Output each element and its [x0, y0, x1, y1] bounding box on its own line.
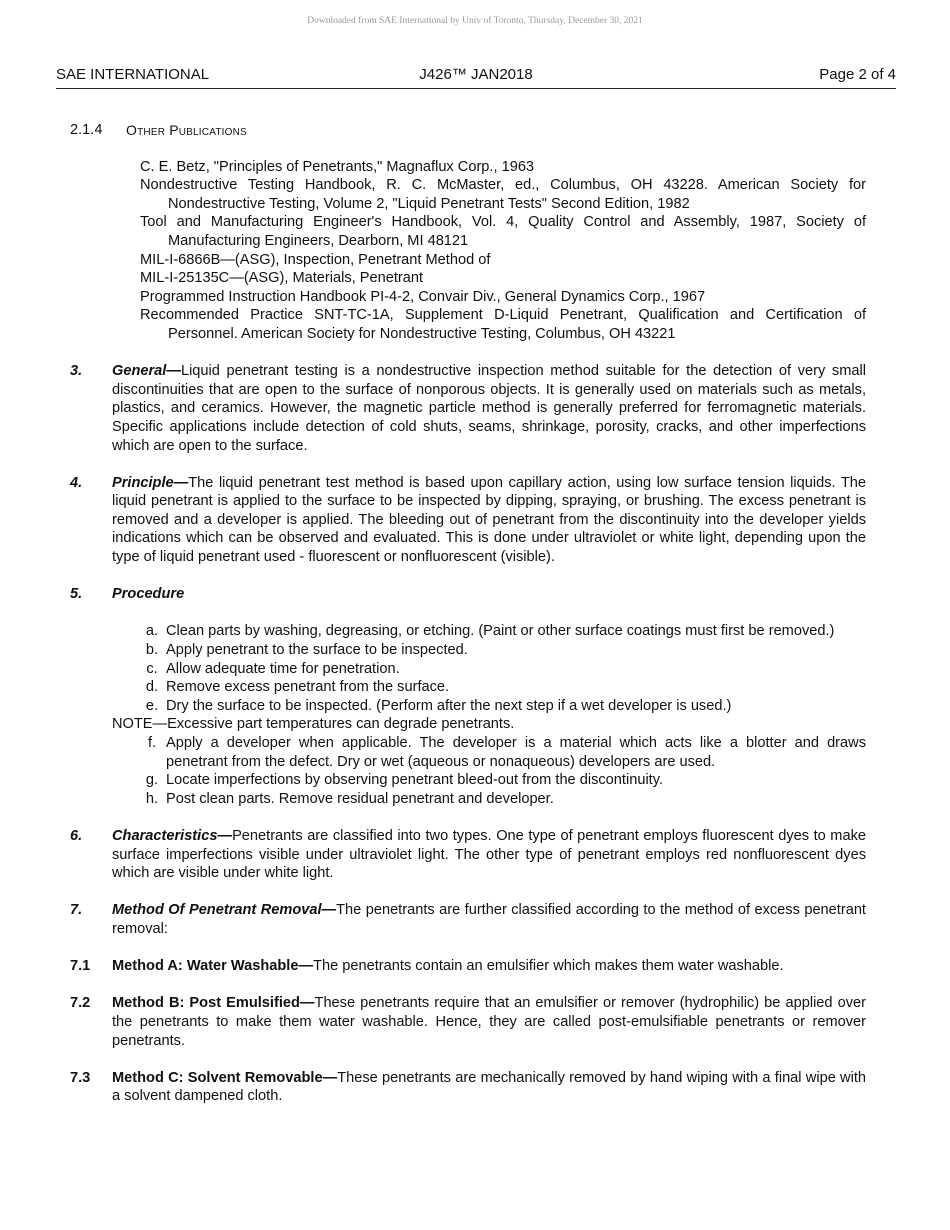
step-letter: c.: [146, 660, 158, 677]
reference-list: [140, 158, 866, 344]
section-4-principle: [70, 474, 866, 567]
procedure-step: [140, 697, 866, 716]
section-body: [112, 827, 866, 883]
section-7-2-post-emulsified: [70, 994, 866, 1050]
page-header: [56, 66, 896, 89]
section-number: 7.3: [70, 1069, 91, 1086]
section-text: These penetrants require that an emulsifier or remover (hydrophilic) be applied over the penetrants to make them water washable. Hence, they are called post-emulsifiable penetrants or remover penetrants.: [112, 995, 867, 1049]
reference-item: C. E. Betz, "Principles of Penetrants," Magnaflux Corp., 1963: [140, 158, 535, 175]
section-body: [112, 901, 866, 938]
section-title: Procedure: [112, 586, 185, 603]
reference-item: Programmed Instruction Handbook PI-4-2, Convair Div., General Dynamics Corp., 1967: [140, 288, 706, 305]
section-number: 7.: [70, 902, 83, 919]
header-doc-id: J426™ JAN2018: [419, 66, 533, 83]
procedure-steps: [140, 622, 866, 715]
section-number: 6.: [70, 827, 83, 844]
subsection-number: 2.1.4: [70, 122, 103, 138]
section-7-1-water-washable: [70, 957, 866, 976]
section-body: [112, 957, 866, 976]
section-number: 7.2: [70, 995, 91, 1012]
procedure-note: NOTE—Excessive part temperatures can degrade penetrants.: [112, 716, 515, 733]
section-body: [112, 994, 866, 1050]
document-body: [70, 121, 866, 1106]
step-text: Post clean parts. Remove residual penetrant and developer.: [166, 790, 554, 807]
procedure-steps-continued: [140, 734, 866, 808]
procedure-step: [140, 734, 866, 771]
header-org: SAE INTERNATIONAL: [56, 66, 210, 83]
section-body: [112, 362, 866, 455]
step-letter: h.: [145, 790, 159, 807]
section-number: 4.: [70, 474, 83, 491]
step-letter: a.: [145, 623, 159, 640]
section-title: Characteristics—: [112, 827, 233, 844]
section-title: Method A: Water Washable—: [112, 958, 314, 975]
reference-item: MIL-I-6866B—(ASG), Inspection, Penetrant Method of: [140, 251, 491, 268]
step-text: Apply a developer when applicable. The developer is a material which acts like a blotter and draws penetrant from the defect. Dry or wet (aqueous or nonaqueous) developers are used.: [166, 735, 866, 770]
section-text: Penetrants are classified into two types. One type of penetrant employs fluorescent dyes to make surface imperfections visible under ultraviolet light. The other type of penetrant employs red nonfluorescent dyes which are visible under white light.: [112, 827, 866, 882]
subsection-2-1-4-heading: [70, 121, 866, 140]
section-7-removal-method: [70, 901, 866, 938]
reference-item: MIL-I-25135C—(ASG), Materials, Penetrant: [140, 270, 424, 287]
step-letter: g.: [145, 772, 159, 789]
step-text: Allow adequate time for penetration.: [166, 660, 400, 677]
section-number: 5.: [70, 586, 83, 603]
section-text: The penetrants contain an emulsifier which makes them water washable.: [313, 958, 784, 975]
step-text: Clean parts by washing, degreasing, or etching. (Paint or other surface coatings must first be removed.): [166, 623, 835, 640]
subsection-title: Other Publications: [126, 122, 247, 138]
section-title: General—: [112, 363, 181, 380]
procedure-step: [140, 660, 866, 679]
section-title: Method C: Solvent Removable—: [112, 1069, 338, 1086]
section-number: 3.: [70, 363, 83, 380]
procedure-step: [140, 678, 866, 697]
section-5-procedure: [70, 585, 866, 604]
procedure-step: [140, 790, 866, 809]
download-watermark: Downloaded from SAE International by Univ of Toronto, Thursday, December 30, 2021: [307, 16, 643, 26]
step-letter: d.: [145, 679, 159, 696]
section-text: Liquid penetrant testing is a nondestructive inspection method suitable for the detection of very small discontinuities that are open to the surface of nonporous objects. It is generally used on materials such as metals, plastics, and ceramics. However, the magnetic particle method is generally preferred for ferromagnetic materials. Specific applications include detection of cold shuts, seams, shrinkage, porosity, cracks, and other imperfections which are open to the surface.: [112, 363, 866, 454]
step-text: Apply penetrant to the surface to be inspected.: [166, 642, 468, 659]
step-letter: f.: [147, 735, 157, 751]
procedure-step: [140, 622, 866, 641]
section-number: 7.1: [70, 958, 91, 975]
section-text: These penetrants are mechanically removed by hand wiping with a final wipe with a solvent dampened cloth.: [112, 1069, 867, 1105]
step-letter: e.: [145, 697, 159, 714]
section-text: The liquid penetrant test method is based upon capillary action, using low surface tension liquids. The liquid penetrant is applied to the surface to be inspected by dipping, spraying, or brushing. The excess penetrant is removed and a developer is applied. The bleeding out of penetrant from the discontinuity into the developer yields indications which can be observed and evaluated. This is done under ultraviolet or white light, depending upon the type of liquid penetrant used - fluorescent or nonfluorescent (visible).: [112, 474, 866, 566]
section-6-characteristics: [70, 827, 866, 883]
section-3-general: [70, 362, 866, 455]
section-7-3-solvent-removable: [70, 1069, 866, 1106]
procedure-step: [140, 771, 866, 790]
reference-item: Nondestructive Testing Handbook, R. C. McMaster, ed., Columbus, OH 43228. American Society for Nondestructive Testing, Volume 2, "Liquid Penetrant Tests" Second Edition, 1982: [140, 177, 866, 212]
procedure-step: [140, 641, 866, 660]
section-body: [112, 585, 866, 604]
header-page-number: Page 2 of 4: [819, 66, 896, 83]
step-letter: b.: [145, 642, 159, 659]
section-title: Principle—: [112, 474, 189, 491]
section-text: The penetrants are further classified according to the method of excess penetrant removal:: [112, 902, 866, 937]
section-body: [112, 1069, 866, 1106]
reference-item: Recommended Practice SNT-TC-1A, Supplement D-Liquid Penetrant, Qualification and Certification of Personnel. American Society for Nondestructive Testing, Columbus, OH 43221: [140, 307, 866, 342]
section-body: [112, 474, 866, 567]
reference-item: Tool and Manufacturing Engineer's Handbook, Vol. 4, Quality Control and Assembly, 1987, Society of Manufacturing Engineers, Dearborn, MI 48121: [140, 214, 866, 249]
section-title: Method B: Post Emulsified—: [112, 995, 315, 1012]
section-title: Method Of Penetrant Removal—: [112, 902, 337, 919]
step-text: Remove excess penetrant from the surface.: [166, 679, 450, 696]
step-text: Locate imperfections by observing penetrant bleed-out from the discontinuity.: [166, 772, 664, 789]
step-text: Dry the surface to be inspected. (Perform after the next step if a wet developer is used.): [166, 697, 732, 714]
